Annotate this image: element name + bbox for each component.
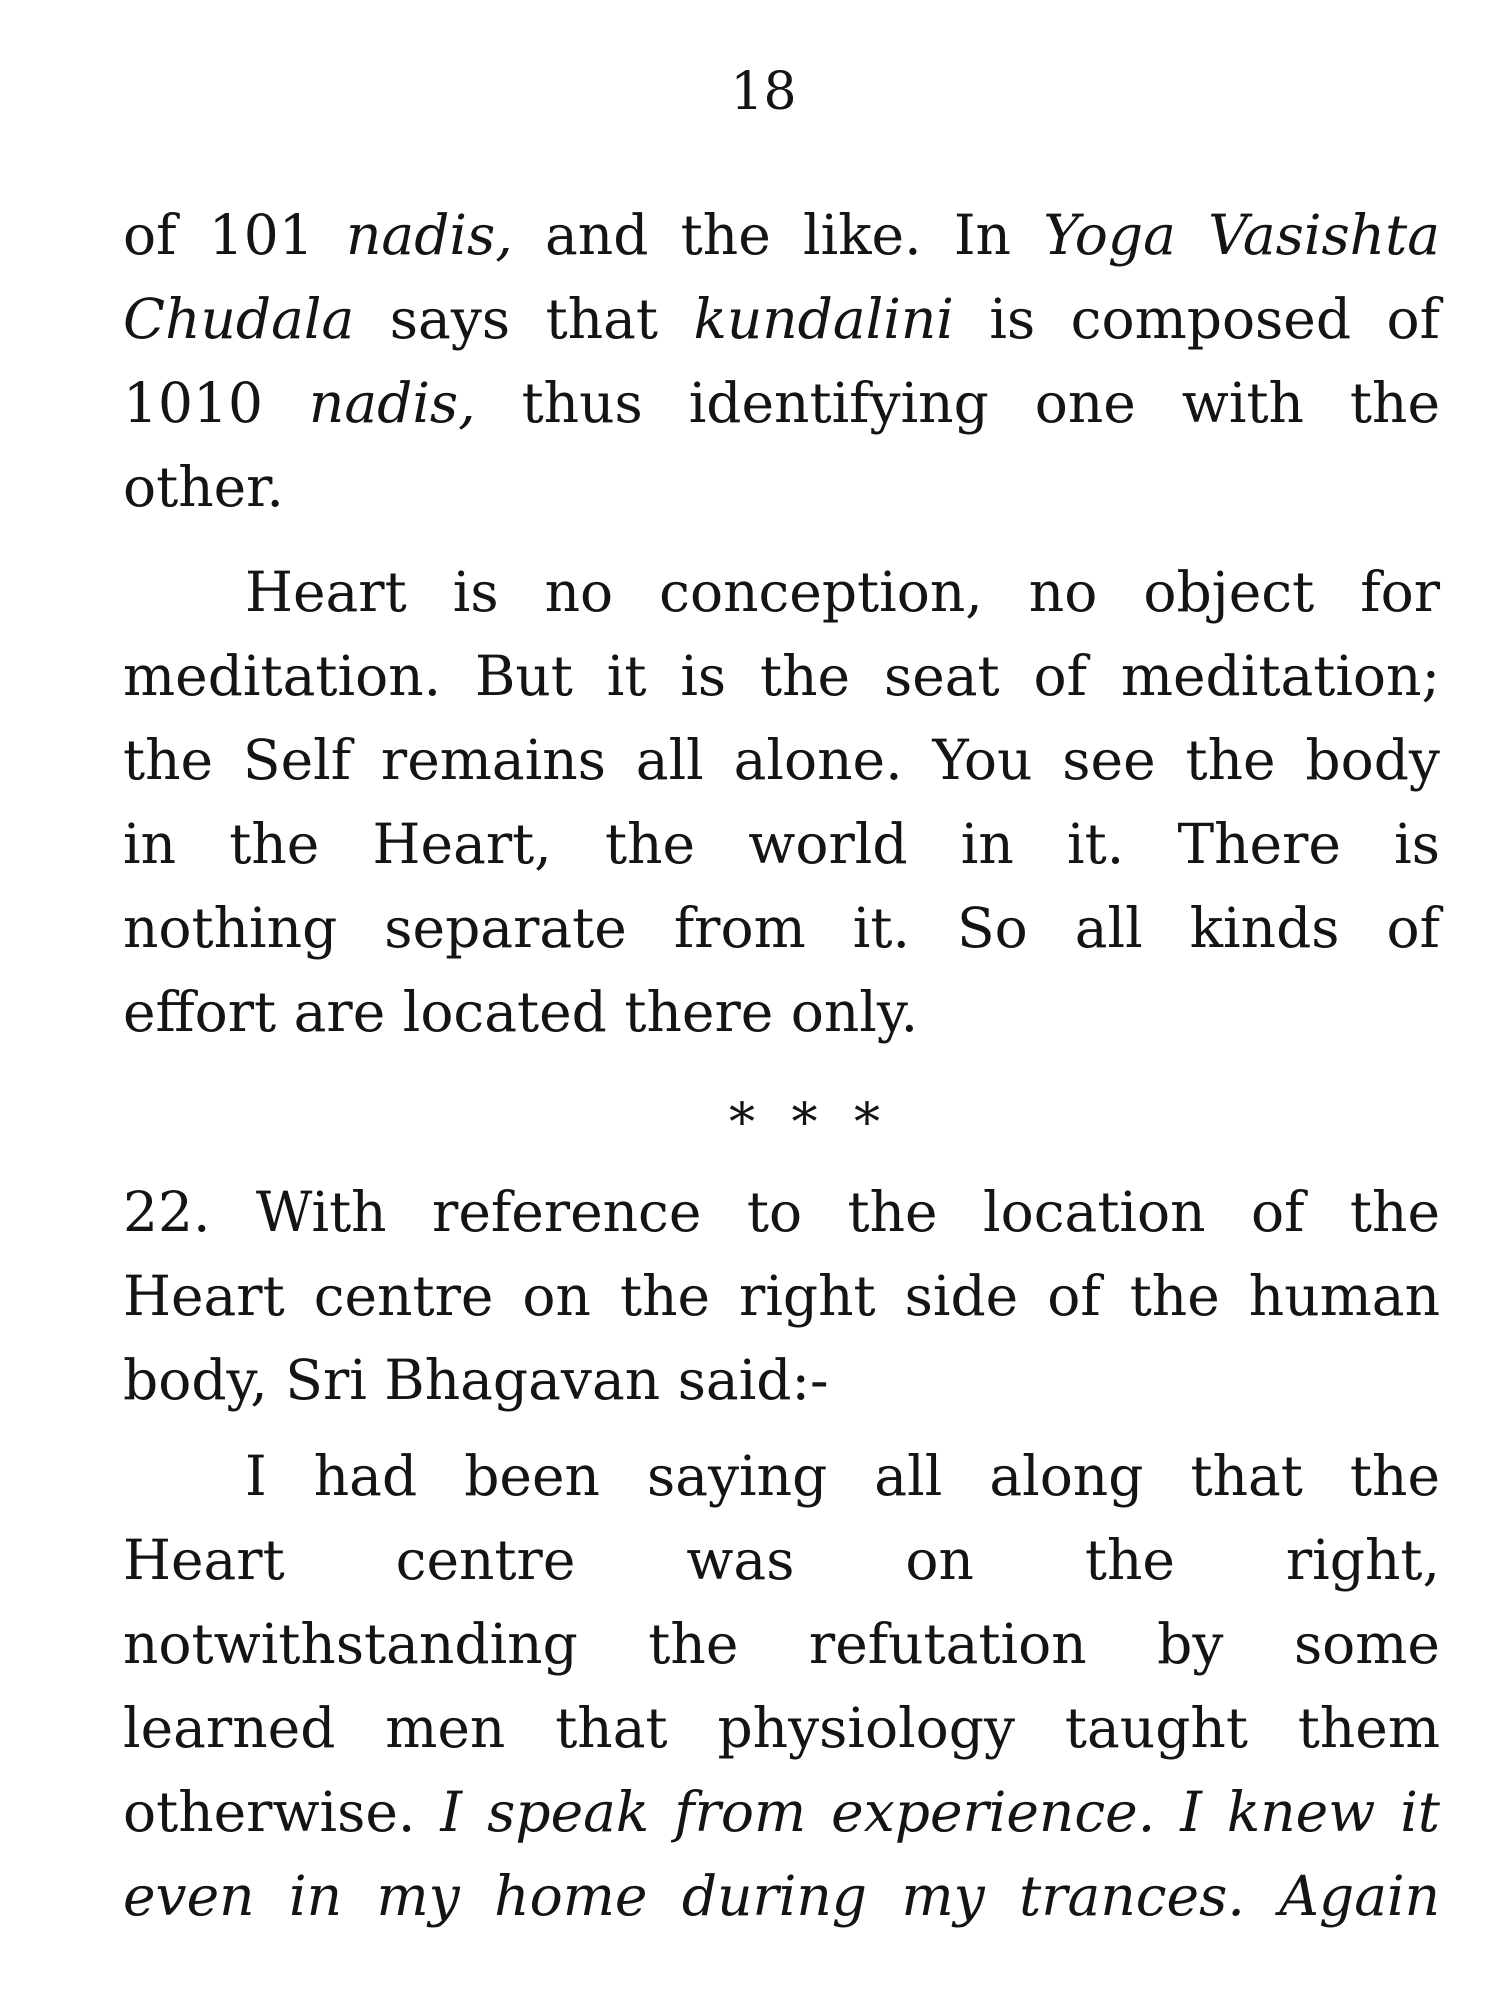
paragraph-line: 22. With reference to the location of the [123,1180,1440,1244]
paragraph-line: Heart centre on the right side of the human [123,1264,1440,1328]
italic-term: kundalini [693,287,954,351]
page-number: 18 [730,62,797,122]
paragraph-line [123,1770,1440,1854]
paragraph-22-heading [123,1170,1440,1422]
paragraph-line: body, Sri Bhagavan said:- [123,1348,829,1412]
paragraph-line: the Self remains all alone. You see the body [123,728,1440,792]
paragraph-nadis [123,193,1440,529]
paragraph-line: Heart centre was on the right, [123,1528,1440,1592]
paragraph-line: effort are located there only. [123,980,919,1044]
paragraph-line: nothing separate from it. So all kinds of [123,896,1440,960]
paragraph-line [123,193,1440,277]
text-run: of 101 [123,203,346,267]
paragraph-line: learned men that physiology taught them [123,1696,1440,1760]
text-run: is composed of [953,287,1440,351]
paragraph-line: notwithstanding the refutation by some [123,1612,1440,1676]
italic-name: Chudala [123,287,355,351]
paragraph-line: meditation. But it is the seat of meditation; [123,644,1440,708]
paragraph-line: I had been saying all along that the [245,1444,1440,1508]
paragraph-line [123,361,1440,445]
section-separator: * * * [728,1093,891,1153]
book-page [123,0,1440,2000]
text-run: and the like. In [512,203,1044,267]
paragraph-bhagavan-quote [123,1434,1440,1938]
italic-term: nadis, [308,371,476,435]
paragraph-line: in the Heart, the world in it. There is [123,812,1440,876]
text-run: otherwise. [123,1780,441,1844]
italic-term: nadis, [346,203,513,267]
text-run: thus identifying one with the [475,371,1440,435]
paragraph-heart-conception [123,550,1440,1054]
italic-quote: even in my home during my trances. Again [123,1864,1440,1928]
italic-title: Yoga Vasishta [1043,203,1440,267]
paragraph-line: other. [123,455,284,519]
text-run: says that [354,287,694,351]
paragraph-line [123,1854,1440,1938]
paragraph-line: Heart is no conception, no object for [245,560,1440,624]
paragraph-line [123,277,1440,361]
italic-quote: I speak from experience. I knew it [440,1780,1440,1844]
text-run: 1010 [123,371,309,435]
